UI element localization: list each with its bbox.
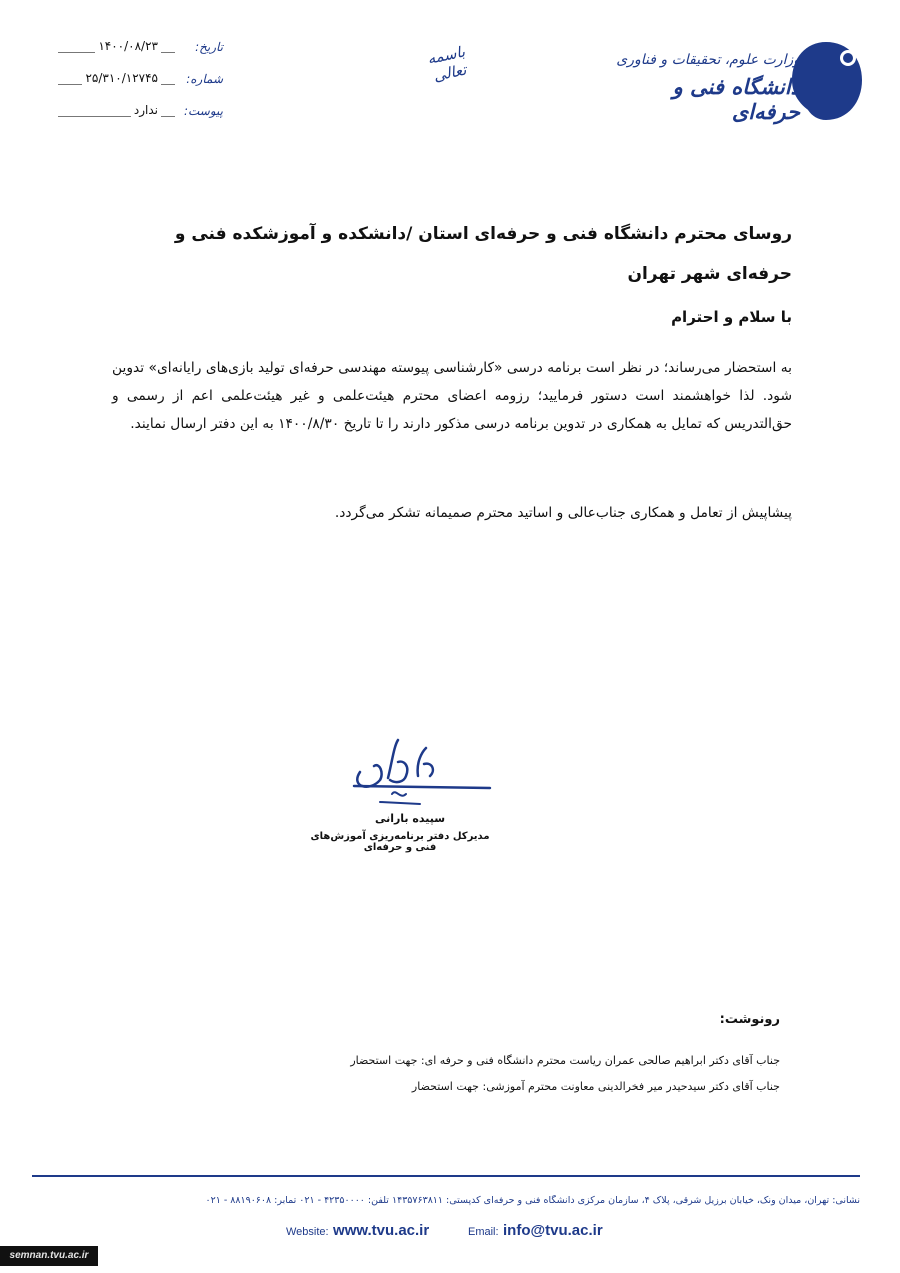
cc-item: جناب آقای دکتر سیدحیدر میر فخرالدینی معاونت محترم آموزشی: جهت استحضار bbox=[411, 1080, 780, 1093]
cc-item: جناب آقای دکتر ابراهیم صالحی عمران ریاست محترم دانشگاه فنی و حرفه ای: جهت استحضار bbox=[350, 1054, 780, 1067]
number-value: ۲۵/۳۱۰/۱۲۷۴۵ bbox=[82, 71, 161, 85]
cc-heading: رونوشت: bbox=[719, 1012, 780, 1027]
number-field bbox=[58, 72, 223, 92]
footer-email bbox=[468, 1222, 603, 1240]
attachment-label: پیوست: bbox=[183, 104, 223, 118]
letter-body: به استحضار می‌رساند؛ در نظر است برنامه درسی «کارشناسی پیوسته مهندسی حرفه‌ای تولید بازی‌های رایانه‌ای» تدوین شود. لذا خواهشمند است دستور فرمایید؛ رزومه اعضای محترم هیئت‌علمی و غیر هیئت‌علمی اعم از رسمی و حق‌التدریس که تمایل به همکاری در تدوین برنامه درسی مذکور دارند را تا تاریخ ۱۴۰۰/۸/۳۰ به این دفتر ارسال نمایند. bbox=[112, 360, 792, 432]
bismillah-calligraphy: باسمه تعالی bbox=[425, 42, 468, 86]
footer-divider bbox=[32, 1175, 860, 1177]
website-link[interactable]: www.tvu.ac.ir bbox=[333, 1222, 430, 1239]
date-field bbox=[58, 40, 223, 60]
logo-text bbox=[600, 52, 800, 124]
date-label: تاریخ: bbox=[195, 40, 223, 54]
footer-website bbox=[286, 1222, 429, 1240]
email-link[interactable]: info@tvu.ac.ir bbox=[503, 1222, 603, 1239]
date-value: ۱۴۰۰/۰۸/۲۳ bbox=[95, 39, 161, 53]
ministry-name: وزارت علوم، تحقیقات و فناوری bbox=[616, 52, 800, 68]
recipient-heading: روسای محترم دانشگاه فنی و حرفه‌ای استان /دانشکده و آموزشکده فنی و حرفه‌ای شهر تهران bbox=[174, 224, 792, 284]
number-label: شماره: bbox=[186, 72, 223, 86]
email-label: Email: bbox=[468, 1226, 499, 1238]
signatory-name: سپیده بارانی bbox=[374, 812, 446, 825]
website-label: Website: bbox=[286, 1226, 329, 1238]
attachment-field bbox=[58, 104, 223, 124]
signatory-title: مدیرکل دفتر برنامه‌ریزی آموزش‌های فنی و حرفه‌ای bbox=[310, 831, 490, 853]
closing-line: پیشاپیش از تعامل و همکاری جناب‌عالی و اساتید محترم صمیمانه تشکر می‌گردد. bbox=[334, 505, 792, 521]
handwritten-signature-icon bbox=[340, 732, 500, 812]
greeting: با سلام و احترام bbox=[671, 308, 792, 326]
university-name: دانشگاه فنی و حرفه‌ای bbox=[672, 74, 800, 124]
footer-address: نشانی: تهران، میدان ونک، خیابان برزیل شرقی، پلاک ۴، سازمان مرکزی دانشگاه فنی و حرفه‌ای کدپستی: ۱۴۳۵۷۶۳۸۱۱ تلفن: ۴۲۳۵۰۰۰۰ - ۰۲۱ تمابر: ۸۸۱۹۰۶۰۸ - ۰۲۱ bbox=[205, 1195, 860, 1206]
site-watermark: semnan.tvu.ac.ir bbox=[0, 1246, 98, 1266]
attachment-value: ندارد bbox=[131, 103, 161, 117]
